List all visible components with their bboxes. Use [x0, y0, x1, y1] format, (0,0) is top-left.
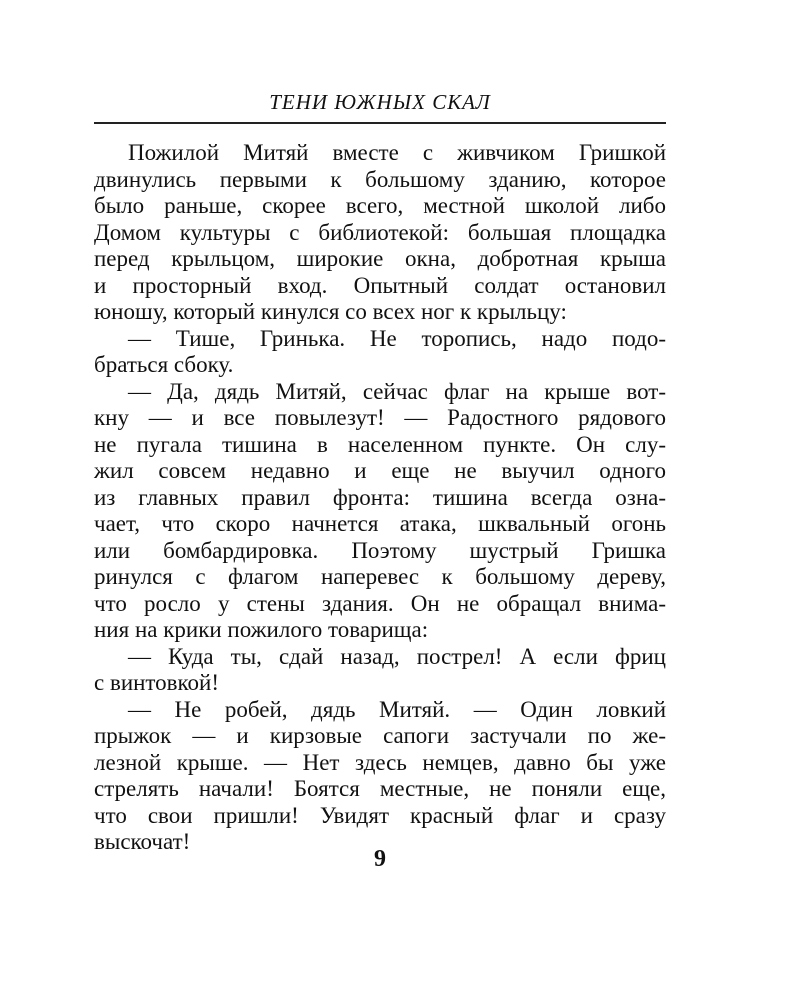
text-line: выскочат!: [94, 829, 191, 854]
running-title: ТЕНИ ЮЖНЫХ СКАЛ: [269, 90, 491, 114]
text-line: или бомбардировка. Поэтому шустрый Гришка: [94, 537, 666, 563]
text-line: не пугала тишина в населенном пункте. Он слу-: [94, 431, 666, 457]
body-text: [94, 140, 666, 856]
text-line: ринулся с флагом наперевес к большому дереву,: [94, 564, 666, 589]
text-line: прыжок — и кирзовые сапоги застучали по же-: [94, 723, 666, 748]
text-line: ния на крики пожилого товарища:: [94, 617, 429, 642]
header-rule: [94, 122, 666, 124]
text-line: браться сбоку.: [94, 352, 234, 377]
text-line: Домом культуры с библиотекой: большая площадка: [94, 219, 666, 245]
text-line: с винтовкой!: [94, 670, 220, 695]
text-line: из главных правил фронта: тишина всегда озна-: [94, 484, 666, 510]
text-line: лезной крыше. — Нет здесь немцев, давно бы уже: [94, 749, 666, 775]
page-number: 9: [374, 846, 386, 872]
text-line: перед крыльцом, широкие окна, добротная крыша: [94, 246, 666, 271]
text-line: жил совсем недавно и еще не выучил одного: [94, 458, 666, 483]
text-line: — Не робей, дядь Митяй. — Один ловкий: [128, 696, 666, 722]
text-line: кну — и все повылезут! — Радостного рядового: [94, 405, 666, 430]
text-line: — Да, дядь Митяй, сейчас флаг на крыше вот-: [128, 378, 666, 404]
text-line: двинулись первыми к большому зданию, которое: [94, 166, 666, 192]
text-line: было раньше, скорее всего, местной школой либо: [94, 193, 666, 218]
text-line: чает, что скоро начнется атака, шквальный огонь: [94, 511, 666, 536]
text-line: и просторный вход. Опытный солдат остановил: [94, 272, 666, 298]
text-line: что росло у стены здания. Он не обращал внима-: [94, 590, 666, 616]
text-line: стрелять начали! Боятся местные, не поняли еще,: [94, 776, 666, 801]
text-line: что свои пришли! Увидят красный флаг и сразу: [94, 802, 666, 828]
text-line: Пожилой Митяй вместе с живчиком Гришкой: [128, 140, 666, 165]
text-line: юношу, который кинулся со всех ног к крыльцу:: [94, 299, 567, 324]
text-line: — Куда ты, сдай назад, пострел! А если фриц: [128, 643, 666, 669]
text-line: — Тише, Гринька. Не торопись, надо подо-: [128, 325, 666, 351]
